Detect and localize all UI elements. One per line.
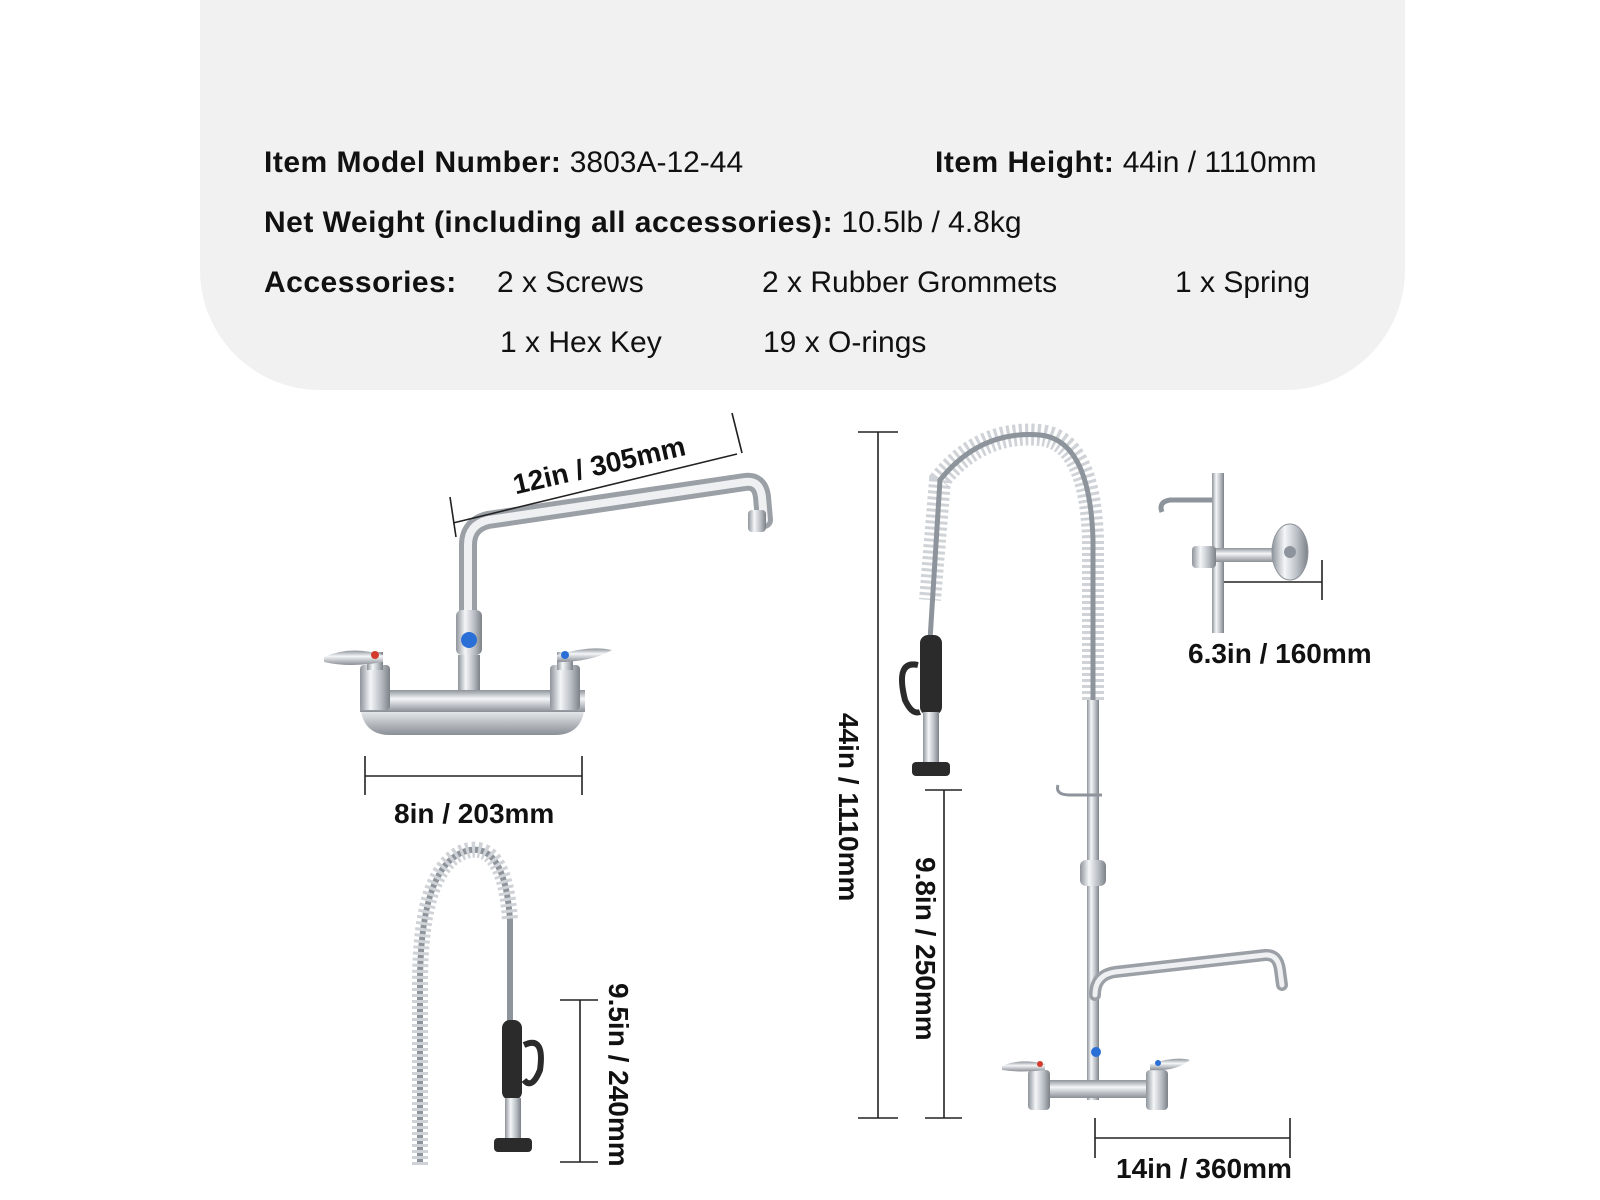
- sprayer-drawing: [420, 850, 541, 1165]
- accessory-item: 2 x Rubber Grommets: [762, 266, 1058, 299]
- dimension-lines-sprayer: [560, 1000, 598, 1162]
- model-number-label: Item Model Number:: [264, 146, 562, 179]
- accessory-item: 1 x Hex Key: [500, 326, 662, 359]
- pre-rinse-unit-drawing: [902, 435, 1282, 1110]
- wall-faucet-drawing: [324, 482, 766, 735]
- accessory-item: 19 x O-rings: [763, 326, 927, 359]
- bracket-length-label: 6.3in / 160mm: [1188, 638, 1372, 669]
- spout-length-label: 12in / 305mm: [510, 430, 689, 501]
- accessories-label: Accessories:: [264, 266, 457, 299]
- dimension-lines-bracket: [1224, 560, 1322, 600]
- sprayer-height-label: 9.5in / 240mm: [603, 983, 634, 1167]
- model-number-value: 3803A-12-44: [569, 146, 744, 179]
- spout-reach-label: 14in / 360mm: [1116, 1153, 1292, 1184]
- net-weight-value: 10.5lb / 4.8kg: [841, 206, 1022, 239]
- accessory-item: 1 x Spring: [1175, 266, 1311, 299]
- accessory-item: 2 x Screws: [497, 266, 644, 299]
- sprayer-drop-label: 9.8in / 250mm: [910, 857, 941, 1041]
- wall-bracket-drawing: [1161, 473, 1308, 633]
- net-weight-label: Net Weight (including all accessories):: [264, 206, 834, 239]
- total-height-label: 44in / 1110mm: [833, 713, 864, 902]
- faucet-center-label: 8in / 203mm: [394, 798, 555, 829]
- item-height-value: 44in / 1110mm: [1122, 146, 1317, 179]
- item-height-label: Item Height:: [935, 146, 1115, 179]
